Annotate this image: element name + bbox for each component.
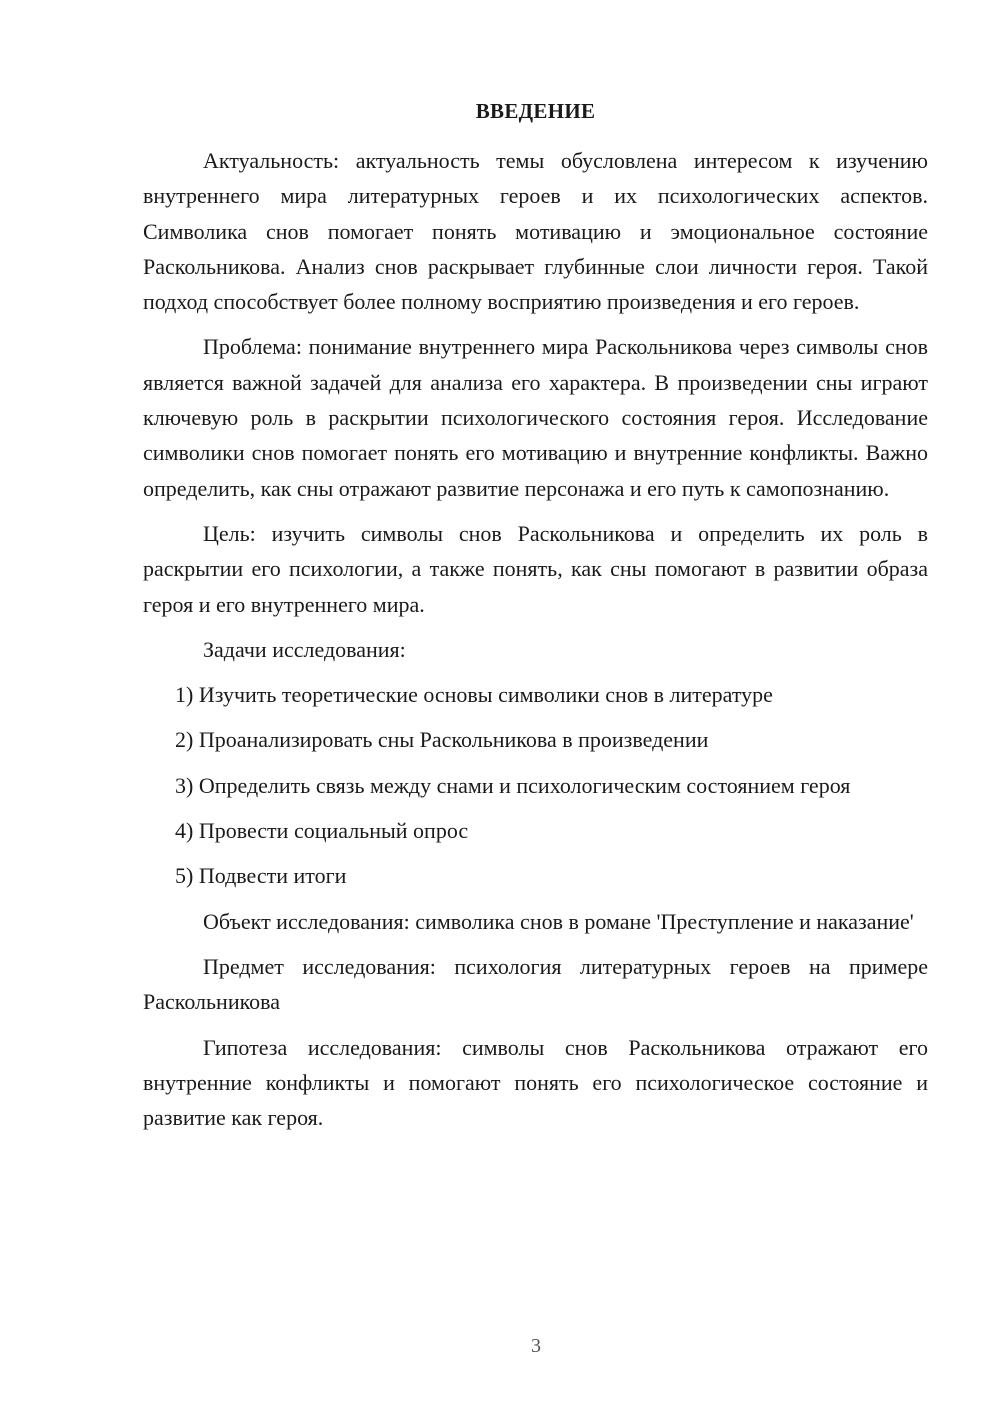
paragraph-problem: Проблема: понимание внутреннего мира Раскольникова через символы снов является важной задачей для анализа его характера. В произведении сны играют ключевую роль в раскрытии психологического состояния героя. Исследование символики снов помогает понять его мотивацию и внутренние конфликты. Важно определить, как сны отражают развитие персонажа и его путь к самопознанию. <box>143 334 928 501</box>
document-body <box>143 143 928 1145</box>
page-title: ВВЕДЕНИЕ <box>475 99 596 123</box>
paragraph-relevance: Актуальность: актуальность темы обусловлена интересом к изучению внутреннего мира литературных героев и их психологических аспектов. Символика снов помогает понять мотивацию и эмоциональное состояние Раскольникова. Анализ снов раскрывает глубинные слои личности героя. Такой подход способствует более полному восприятию произведения и его героев. <box>143 148 928 315</box>
paragraph-tasks-heading: Задачи исследования: <box>203 636 406 662</box>
task-item-3: 3) Определить связь между снами и психологическим состоянием героя <box>175 772 851 798</box>
paragraph-subject: Предмет исследования: психология литературных героев на примере Раскольникова <box>143 953 928 1015</box>
task-item-1: 1) Изучить теоретические основы символики снов в литературе <box>175 682 773 708</box>
page-number: 3 <box>531 1335 541 1357</box>
paragraph-goal: Цель: изучить символы снов Раскольникова и определить их роль в раскрытии его психологии, а также понять, как сны помогают в развитии образа героя и его внутреннего мира. <box>143 520 928 617</box>
task-item-5: 5) Подвести итоги <box>175 863 347 889</box>
paragraph-object: Объект исследования: символика снов в романе 'Преступление и наказание' <box>203 908 914 934</box>
paragraph-hypothesis: Гипотеза исследования: символы снов Раскольникова отражают его внутренние конфликты и помогают понять его психологическое состояние и развитие как героя. <box>143 1034 928 1131</box>
task-item-4: 4) Провести социальный опрос <box>175 818 469 844</box>
task-item-2: 2) Проанализировать сны Раскольникова в произведении <box>175 727 709 753</box>
